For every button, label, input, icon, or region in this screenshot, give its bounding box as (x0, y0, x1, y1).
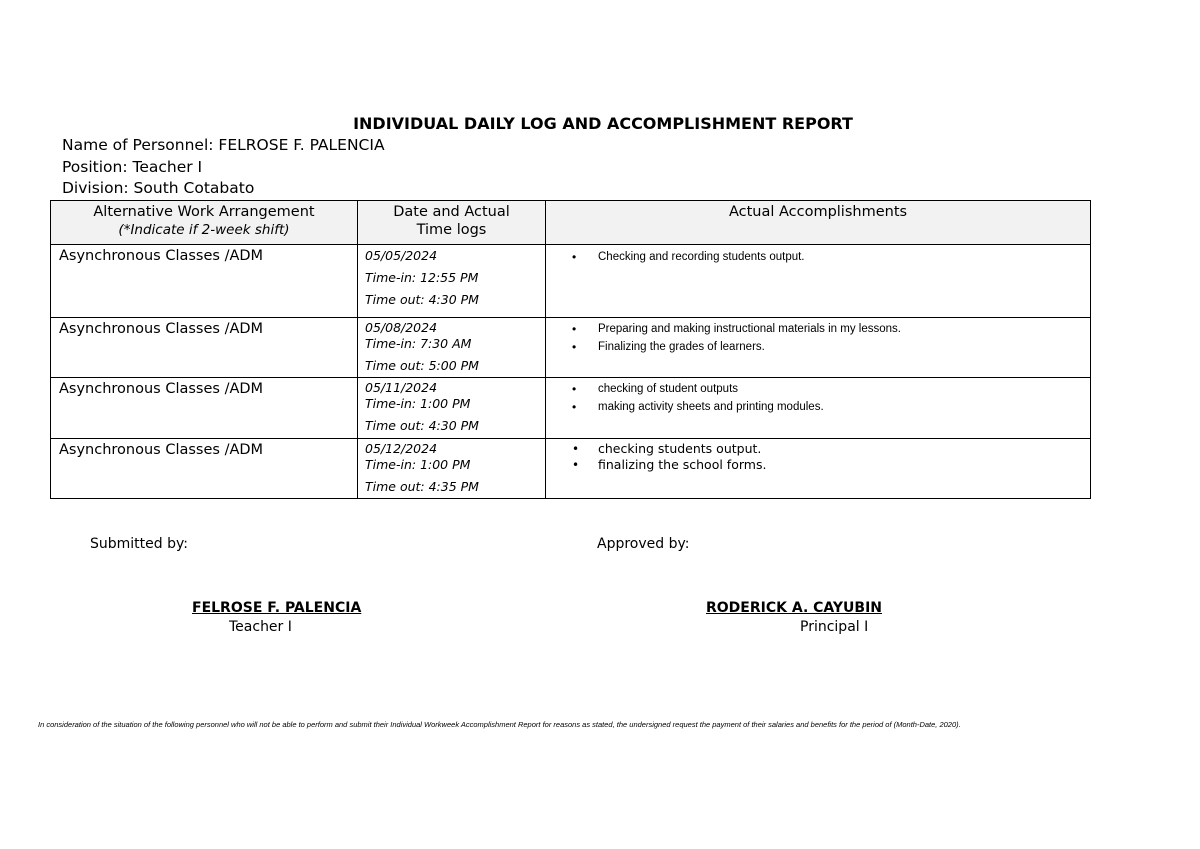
approved-by-label: Approved by: (597, 536, 690, 552)
list-item: • Preparing and making instructional materials in my lessons. (598, 320, 1090, 338)
time-out: Time out: 4:30 PM (365, 292, 479, 307)
log-date: 05/11/2024 (365, 380, 438, 395)
time-in: Time-in: 1:00 PM (365, 457, 471, 472)
report-title: INDIVIDUAL DAILY LOG AND ACCOMPLISHMENT REPORT (353, 114, 853, 133)
date-time-cell (358, 439, 546, 499)
list-item: • Finalizing the grades of learners. (598, 338, 1090, 356)
list-item: • checking students output. (598, 441, 1090, 457)
personnel-division: Division: South Cotabato (62, 179, 255, 197)
header-accomplishments (546, 201, 1091, 245)
accomplishments-cell (546, 439, 1091, 499)
table-row (51, 439, 1091, 499)
personnel-position: Position: Teacher I (62, 158, 203, 176)
table-row (51, 318, 1091, 378)
header-date-time (358, 201, 546, 245)
submitter-name: FELROSE F. PALENCIA (192, 600, 362, 616)
list-item: • checking of student outputs (598, 380, 1090, 398)
time-in: Time-in: 1:00 PM (365, 396, 471, 411)
personnel-name: Name of Personnel: FELROSE F. PALENCIA (62, 136, 385, 154)
daily-log-table (50, 200, 1091, 499)
header-work-arrangement-label: Alternative Work Arrangement (93, 204, 315, 220)
list-item: • making activity sheets and printing modules. (598, 398, 1090, 416)
date-time-cell (358, 378, 546, 439)
header-work-arrangement-note: (*Indicate if 2-week shift) (118, 222, 290, 238)
list-item: • Checking and recording students output. (598, 248, 1090, 266)
log-date: 05/05/2024 (365, 248, 438, 263)
submitter-title: Teacher I (229, 619, 292, 635)
accomplishments-cell (546, 318, 1091, 378)
time-in: Time-in: 12:55 PM (365, 270, 479, 285)
list-item: • finalizing the school forms. (598, 457, 1090, 473)
footnote: In consideration of the situation of the following personnel who will not be able to perform and submit their Individual Workweek Accomplishment Report for reasons as stated, the undersigned request the payment of their salaries and benefits for the period of (Month-Date, 2020). (38, 720, 961, 729)
time-in: Time-in: 7:30 AM (365, 336, 472, 351)
approver-name: RODERICK A. CAYUBIN (706, 600, 883, 616)
date-time-cell (358, 318, 546, 378)
submitted-by-label: Submitted by: (90, 536, 188, 552)
work-arrangement-cell: Asynchronous Classes /ADM (51, 439, 358, 499)
accomplishments-cell (546, 378, 1091, 439)
time-out: Time out: 4:35 PM (365, 479, 479, 494)
approver-title: Principal I (800, 619, 869, 635)
work-arrangement-cell: Asynchronous Classes /ADM (51, 378, 358, 439)
header-work-arrangement (51, 201, 358, 245)
work-arrangement-cell: Asynchronous Classes /ADM (51, 318, 358, 378)
date-time-cell (358, 245, 546, 318)
time-out: Time out: 4:30 PM (365, 418, 479, 433)
header-date-time-line2: Time logs (416, 222, 487, 238)
header-date-time-line1: Date and Actual (393, 204, 510, 220)
time-out: Time out: 5:00 PM (365, 358, 479, 373)
header-accomplishments-label: Actual Accomplishments (728, 204, 908, 220)
log-date: 05/12/2024 (365, 441, 438, 456)
table-row (51, 378, 1091, 439)
accomplishments-cell (546, 245, 1091, 318)
log-date: 05/08/2024 (365, 320, 438, 335)
table-row (51, 245, 1091, 318)
table-header-row (51, 201, 1091, 245)
work-arrangement-cell: Asynchronous Classes /ADM (51, 245, 358, 318)
